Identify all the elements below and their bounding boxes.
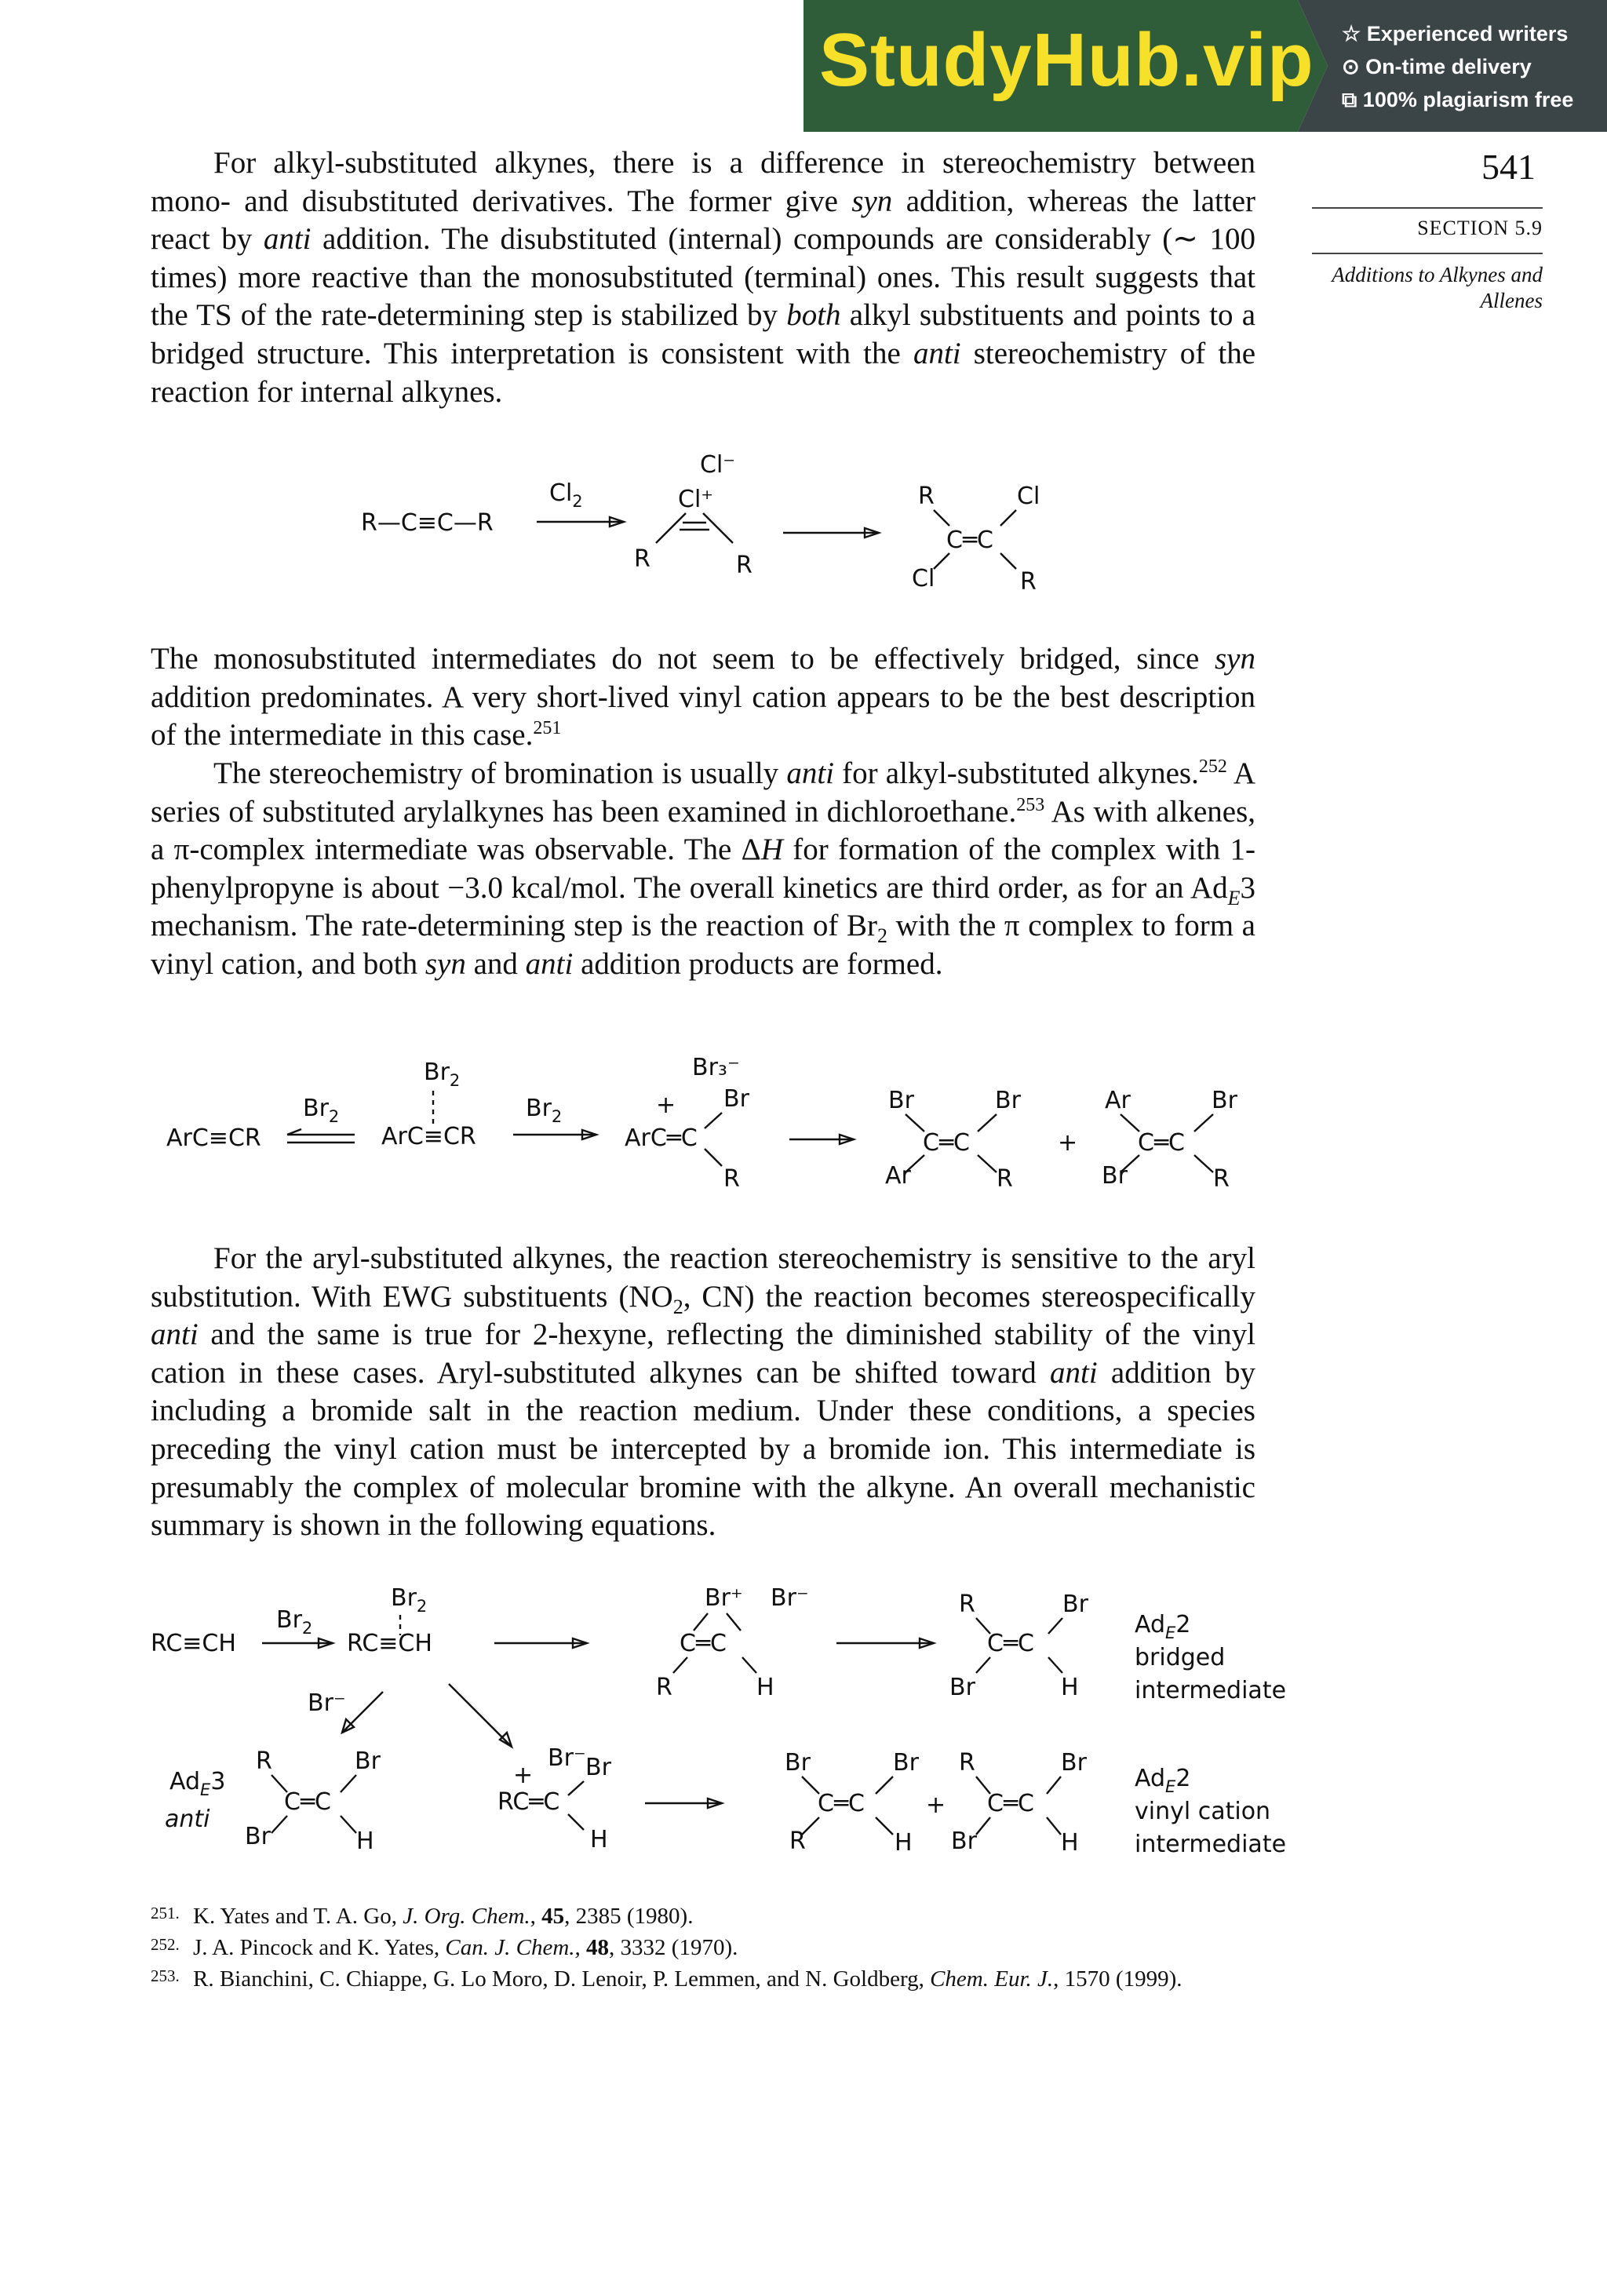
cation-plus: +: [513, 1762, 534, 1789]
bond: [1121, 1114, 1139, 1132]
paragraph-4: For the aryl-substituted alkynes, the reaction stereochemistry is sensitive to the aryl substitution. With EWG substituents ($NO_2$, CN) the reaction becomes stereospecifically anti and the same is true for 2-hexyne, reflecting the diminished stability of the vinyl cation in these cases. Aryl-substituted alkynes can be shifted toward anti addition by including a bromide salt in the reaction medium. Under these conditions, a species preceding the vinyl cation must be intercepted by a bromide ion. This intermediate is presumably the complex of molecular bromine with the alkyne. An overall mechanistic summary is shown in the following equations.: [151, 1241, 1255, 1543]
bond: [742, 1657, 756, 1673]
counterion-br-minus: Br⁻: [771, 1584, 809, 1612]
reagent-br2: $Br_2$: [276, 1606, 313, 1638]
paragraph-3: The stereochemistry of bromination is usually anti for alkyl-substituted alkynes.$^{252}$ A series of substituted arylalkynes has been examined in dichloroethane.$^{253}$ As with alkenes, a π-complex intermediate was observable. The ΔH for formation of the complex with 1-phenylpropyne is about −3.0 kcal/mol. The overall kinetics are third order, as for an $Ad_E3$ mechanism. The rate-determining step is the reaction of $Br_2$ with the π complex to form a vinyl cation, and both syn and anti addition products are formed.: [151, 756, 1256, 981]
label-bridged: bridged: [1135, 1644, 1226, 1671]
paragraph-2: The monosubstituted intermediates do not seem to be effectively bridged, since syn addition predominates. A very short-lived vinyl cation appears to be the best description of the intermediate in this case.$^{251}$: [151, 642, 1255, 753]
product-substituent: Br: [785, 1749, 811, 1777]
complex-br2: $Br_2$: [424, 1059, 461, 1090]
cation-h: H: [590, 1826, 608, 1853]
bridge-cl-plus: Cl⁺: [678, 486, 714, 513]
feature-on-time-delivery: [1342, 55, 1532, 79]
arrow-to-ade3: [342, 1692, 383, 1733]
label-intermediate: intermediate: [1135, 1677, 1287, 1704]
section-title: Additions to Alkynes and Allenes: [1332, 263, 1543, 312]
pi-complex: RC≡CH: [347, 1630, 432, 1657]
product-substituent: Br: [355, 1748, 381, 1775]
product-double-bond: C═C: [818, 1790, 865, 1817]
bond: [802, 1777, 819, 1794]
label-ade3: $Ad_E3$: [169, 1768, 226, 1799]
reagent-br2: $Br_2$: [303, 1095, 340, 1126]
bond: [1047, 1777, 1061, 1794]
product-substituent: R: [959, 1591, 975, 1618]
vinyl-cation: ArC═C: [625, 1124, 698, 1152]
bond: [1048, 1618, 1062, 1634]
scheme-arylalkyne-bromination: [0, 1042, 1607, 1207]
header-rule-top: [1312, 207, 1543, 209]
complex-br2: $Br_2$: [391, 1584, 428, 1616]
product-substituent: Br: [1061, 1749, 1087, 1777]
label-vinyl-cation: vinyl cation: [1135, 1798, 1271, 1825]
reagent-cl2: $Cl_2$: [549, 479, 583, 511]
page-number: 541: [1481, 147, 1536, 187]
substituent-r: R: [634, 545, 650, 573]
label-ade2-bridged: $Ad_E2$: [1135, 1611, 1191, 1642]
footnote-253: 253. R. Bianchini, C. Chiappe, G. Lo Moro, D. Lenoir, P. Lemmen, and N. Goldberg, Chem. Eur. J., 1570 (1999).: [151, 1966, 1182, 1992]
product-substituent: Br: [995, 1087, 1021, 1114]
product-double-bond: C═C: [923, 1129, 970, 1157]
bond: [568, 1781, 584, 1795]
header-rule-middle: [1312, 253, 1543, 254]
cation-r: R: [723, 1165, 740, 1193]
cation-plus: +: [656, 1092, 676, 1119]
bridged-br-plus: Br⁺: [705, 1584, 743, 1612]
product-substituent: H: [1061, 1829, 1079, 1857]
scheme-chlorination: [0, 439, 1607, 612]
clock-icon: ⊙: [1342, 55, 1360, 78]
product-substituent: R: [789, 1828, 806, 1855]
br-minus-label: Br⁻: [308, 1689, 346, 1717]
counterion-br3-minus: Br₃⁻: [692, 1054, 740, 1081]
plus-sign: +: [926, 1791, 946, 1819]
bond: [978, 1114, 997, 1132]
product-substituent: H: [356, 1828, 374, 1855]
product-substituent: R: [256, 1748, 272, 1775]
product-substituent: H: [895, 1829, 913, 1857]
product-substituent: H: [1061, 1674, 1079, 1701]
bond: [705, 1113, 722, 1128]
footnotes: [151, 1901, 1265, 1995]
substituent-h: H: [756, 1674, 774, 1701]
section-label: SECTION 5.9: [1417, 217, 1543, 239]
cation-br: Br: [585, 1754, 611, 1781]
bond: [976, 1657, 990, 1673]
bond: [1000, 553, 1016, 569]
product-double-bond: C═C: [946, 527, 993, 554]
product-double-bond: C═C: [987, 1790, 1034, 1817]
bond: [934, 553, 949, 569]
vinyl-cation: RC═C: [497, 1788, 560, 1816]
bond: [906, 1114, 924, 1132]
reactant-terminal-alkyne: RC≡CH: [151, 1630, 236, 1657]
counterion-br-minus: Br⁻: [548, 1744, 586, 1772]
bond: [876, 1777, 893, 1794]
product-substituent: Br: [1212, 1087, 1237, 1114]
bond: [705, 1149, 722, 1166]
product-double-bond: C═C: [284, 1788, 331, 1816]
bond: [978, 1155, 997, 1172]
star-icon: ☆: [1342, 22, 1361, 46]
product-substituent: Cl: [1017, 483, 1040, 510]
bond: [568, 1814, 584, 1830]
bond: [694, 1613, 708, 1631]
product-substituent: Br: [893, 1749, 919, 1777]
bond: [1048, 1657, 1062, 1673]
feature-text: Experienced writers: [1366, 22, 1569, 46]
product-substituent: R: [1213, 1165, 1230, 1193]
studyhub-logo: StudyHub.vip: [819, 18, 1314, 102]
feature-text: On-time delivery: [1365, 55, 1532, 78]
bond: [341, 1816, 356, 1833]
paragraph-1: For alkyl-substituted alkynes, there is a difference in stereochemistry between mono- and disubstituted derivatives. The former give syn addition, whereas the latter react by anti addition. The disubstituted (internal) compounds are considerably (∼ 100 times) more reactive than the monosubstituted (terminal) ones. This result suggests that the TS of the rate-determining step is stabilized by both alkyl substituents and points to a bridged structure. This interpretation is consistent with the anti stereochemistry of the reaction for internal alkynes.: [151, 146, 1255, 409]
footnote-252: 252. J. A. Pincock and K. Yates, Can. J. Chem., 48, 3332 (1970).: [151, 1935, 738, 1960]
feature-text: 100% plagiarism free: [1362, 88, 1574, 111]
bond: [673, 1657, 687, 1673]
bond: [727, 1613, 741, 1631]
bond: [1194, 1114, 1213, 1132]
product-substituent: Br: [949, 1674, 975, 1701]
substituent-r: R: [656, 1674, 672, 1701]
substituent-r: R: [736, 552, 752, 579]
product-substituent: Ar: [885, 1162, 911, 1190]
scheme-mechanistic-summary: [0, 1577, 1607, 1860]
product-double-bond: C═C: [987, 1630, 1034, 1657]
bond: [1194, 1155, 1213, 1172]
product-substituent: R: [1020, 568, 1037, 596]
product-substituent: Ar: [1105, 1087, 1131, 1114]
label-ade2-vinyl: $Ad_E2$: [1135, 1765, 1191, 1796]
copy-icon: ⧉: [1342, 88, 1357, 111]
feature-experienced-writers: [1342, 22, 1568, 46]
product-substituent: Br: [951, 1828, 977, 1855]
bond: [656, 513, 686, 543]
footnote-251: 251. K. Yates and T. A. Go, J. Org. Chem., 45, 2385 (1980).: [151, 1904, 694, 1929]
counterion-cl-minus: Cl⁻: [700, 451, 736, 479]
bond: [976, 1817, 990, 1835]
product-substituent: Br: [888, 1087, 914, 1114]
label-anti: anti: [165, 1806, 210, 1833]
product-substituent: R: [959, 1749, 975, 1777]
ad-banner[interactable]: [804, 0, 1607, 132]
product-substituent: Cl: [912, 565, 935, 592]
bond: [703, 513, 733, 543]
product-substituent: R: [918, 483, 935, 510]
product-substituent: Br: [1062, 1591, 1088, 1618]
cation-br: Br: [723, 1085, 749, 1113]
plus-sign: +: [1058, 1129, 1078, 1157]
bromonium-double-bond: C═C: [680, 1630, 727, 1657]
product-substituent: Br: [245, 1823, 271, 1850]
bond: [1000, 510, 1016, 526]
product-substituent: R: [997, 1165, 1013, 1193]
bond: [1047, 1817, 1061, 1835]
product-substituent: Br: [1102, 1162, 1128, 1190]
feature-plagiarism-free: [1342, 88, 1573, 113]
bond: [341, 1775, 356, 1792]
reagent-br2: $Br_2$: [526, 1095, 563, 1126]
product-double-bond: C═C: [1138, 1129, 1185, 1157]
pi-complex: ArC≡CR: [381, 1123, 476, 1150]
bond: [271, 1816, 287, 1833]
label-intermediate: intermediate: [1135, 1831, 1287, 1858]
bond: [876, 1817, 893, 1835]
bond: [934, 510, 949, 526]
reactant-dialkylalkyne: R—C≡C—R: [361, 509, 494, 537]
reactant-arylalkyne: ArC≡CR: [166, 1124, 261, 1152]
